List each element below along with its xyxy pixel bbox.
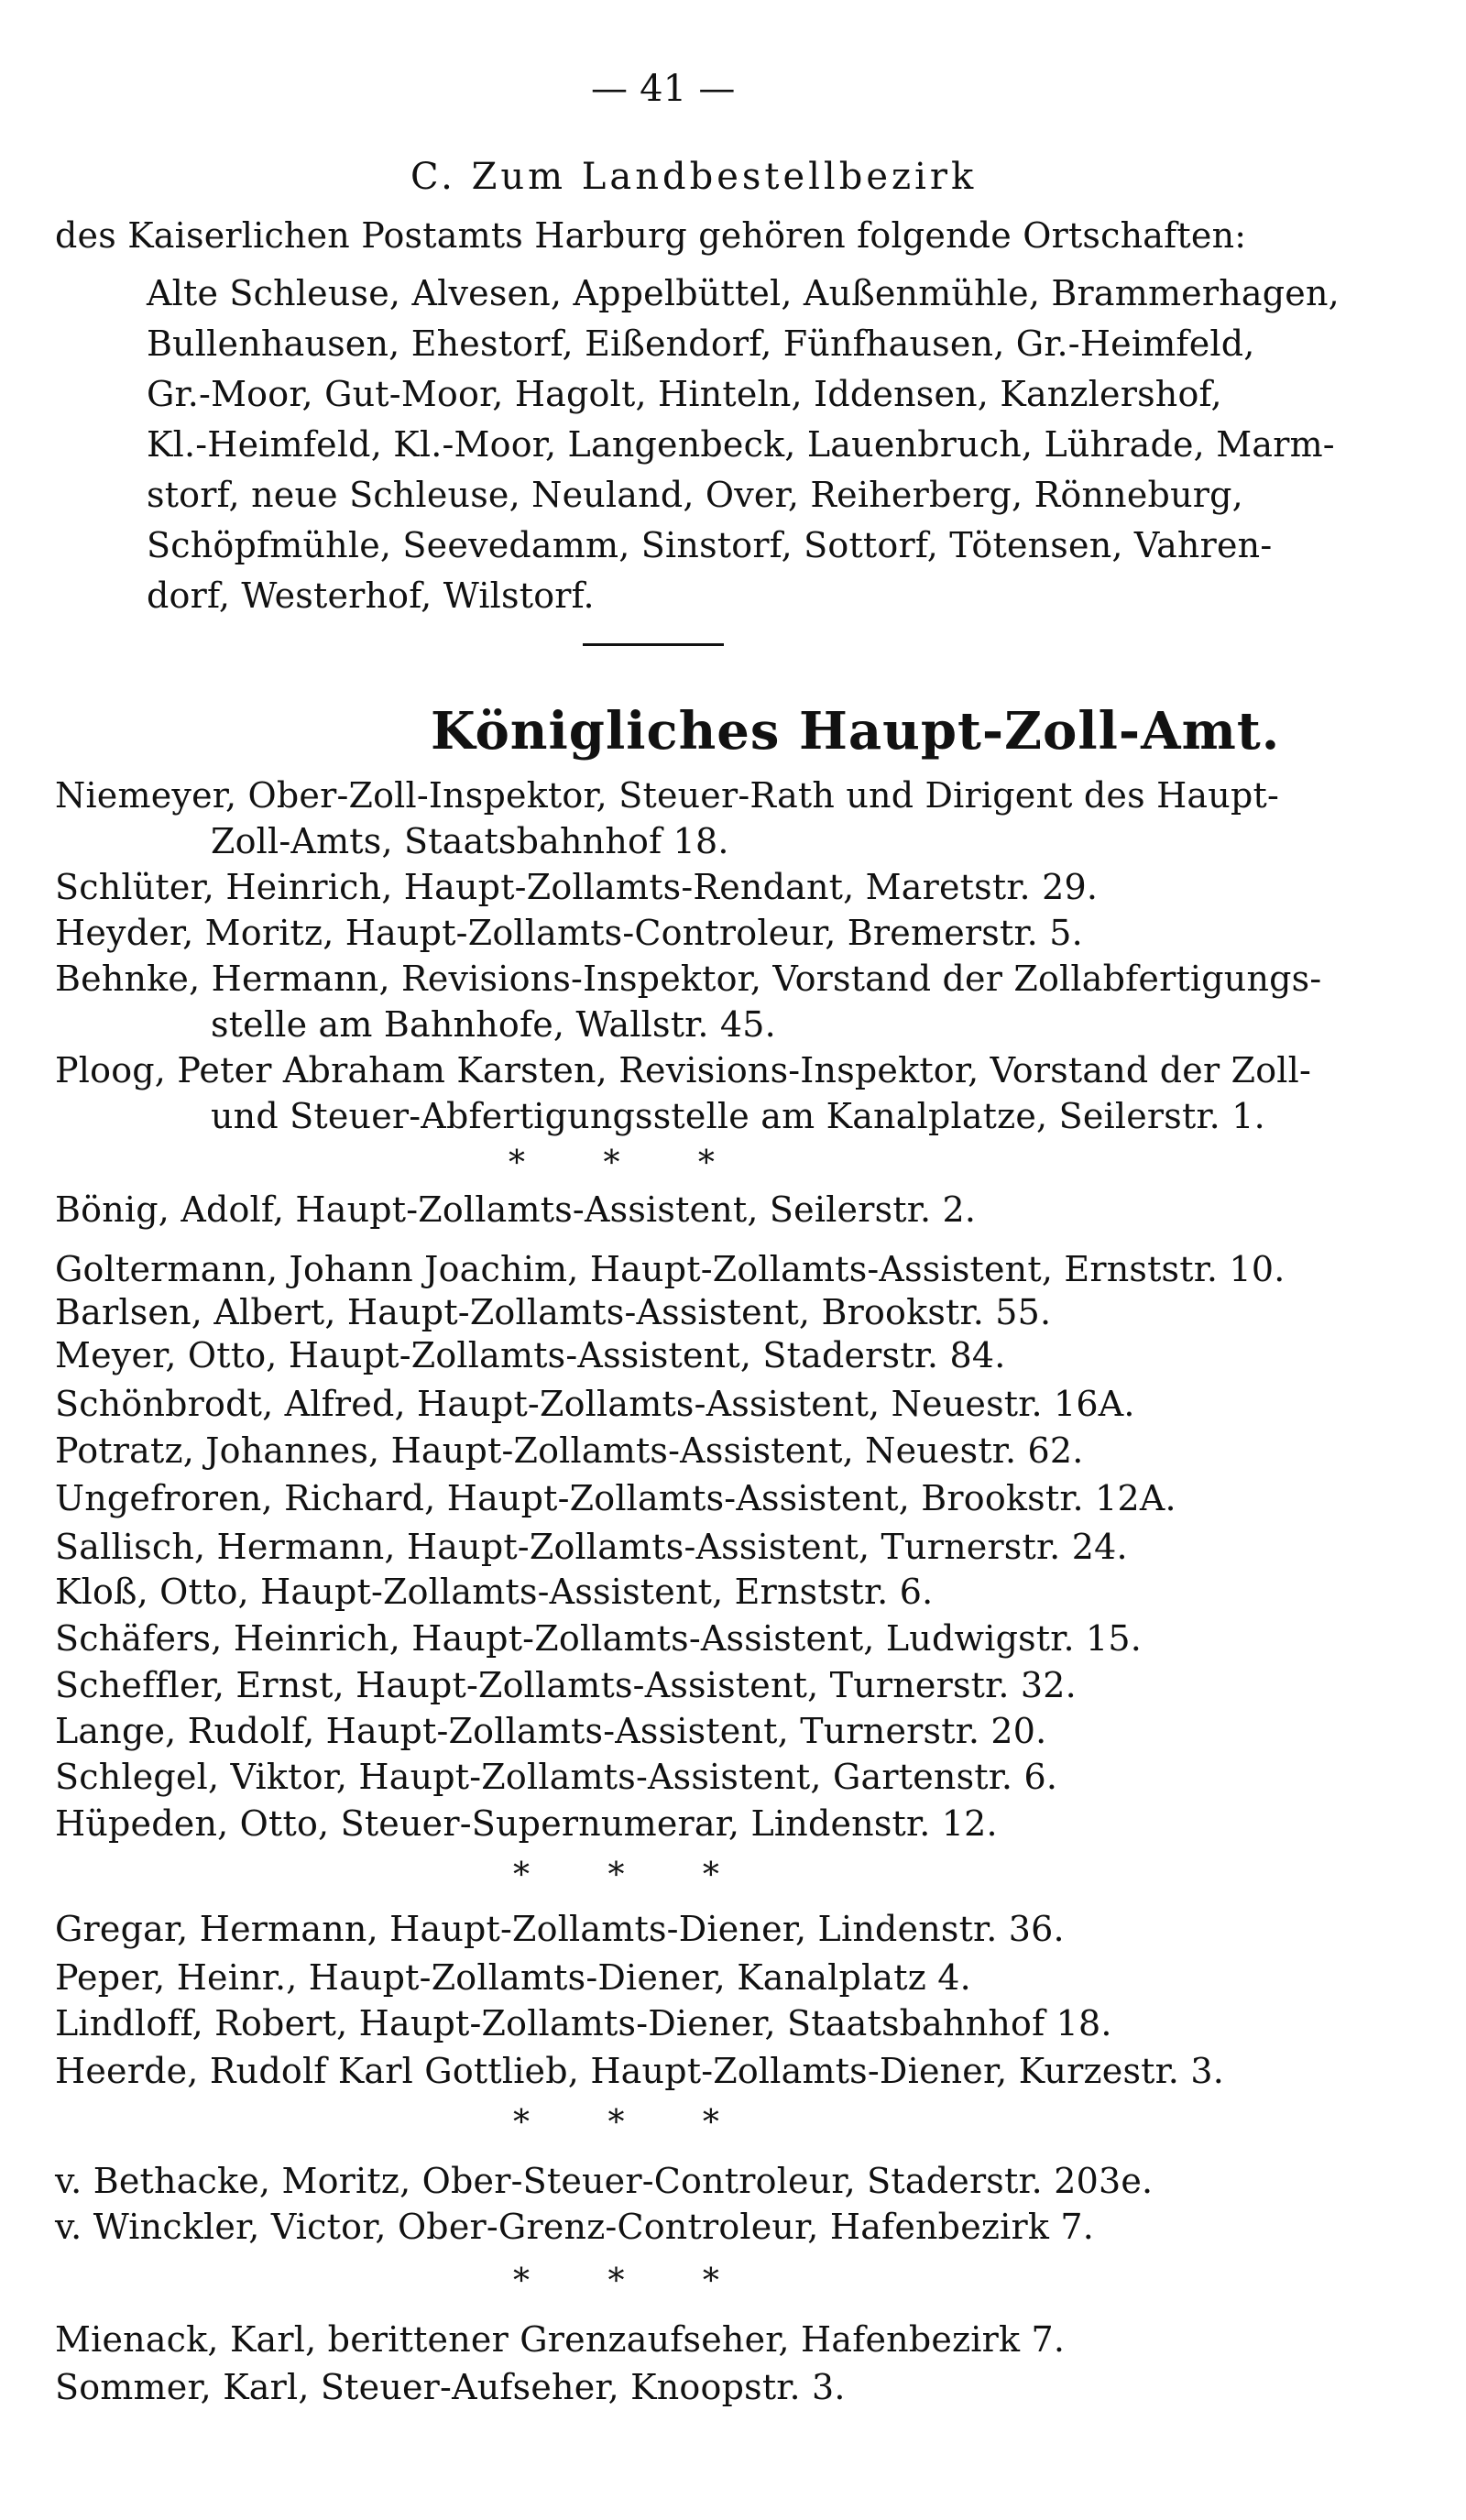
separator-stars: * * * [513,2104,719,2142]
guard-line: Sommer, Karl, Steuer-Aufseher, Knoopstr. 3. [55,2367,846,2407]
place-line: Bullenhausen, Ehestorf, Eißendorf, Fünfhausen, Gr.-Heimfeld, [147,323,1255,364]
controller-line: v. Bethacke, Moritz, Ober-Steuer-Controleur, Staderstr. 203e. [55,2161,1154,2201]
assistant-line: Schönbrodt, Alfred, Haupt-Zollamts-Assistent, Neuestr. 16A. [55,1384,1135,1424]
assistant-line: Kloß, Otto, Haupt-Zollamts-Assistent, Ernststr. 6. [55,1572,934,1612]
page-number: — 41 — [591,68,736,110]
separator-stars: * * * [513,1857,719,1894]
servant-line: Lindloff, Robert, Haupt-Zollamts-Diener, Staatsbahnhof 18. [55,2003,1112,2043]
assistant-line: Goltermann, Johann Joachim, Haupt-Zollamts-Assistent, Ernststr. 10. [55,1249,1285,1289]
place-line: Alte Schleuse, Alvesen, Appelbüttel, Außenmühle, Brammerhagen, [147,273,1340,313]
officer-line: Behnke, Hermann, Revisions-Inspektor, Vorstand der Zollabfertigungs- [55,959,1322,999]
assistant-line: Lange, Rudolf, Haupt-Zollamts-Assistent, Turnerstr. 20. [55,1711,1047,1751]
separator-stars: * * * [513,2263,719,2300]
controller-line: v. Winckler, Victor, Ober-Grenz-Controleur, Hafenbezirk 7. [55,2207,1094,2247]
zollamt-title: Königliches Haupt-Zoll-Amt. [431,701,1281,761]
servant-line: Gregar, Hermann, Haupt-Zollamts-Diener, Lindenstr. 36. [55,1909,1065,1949]
assistant-line: Schäfers, Heinrich, Haupt-Zollamts-Assistent, Ludwigstr. 15. [55,1618,1143,1659]
place-line: Schöpfmühle, Seevedamm, Sinstorf, Sottorf, Tötensen, Vahren- [147,525,1273,565]
officer-line: Zoll-Amts, Staatsbahnhof 18. [211,821,729,861]
section-c-intro: des Kaiserlichen Postamts Harburg gehören folgende Ortschaften: [55,215,1247,256]
place-line: dorf, Westerhof, Wilstorf. [147,575,595,616]
officer-line: Heyder, Moritz, Haupt-Zollamts-Controleur, Bremerstr. 5. [55,913,1083,953]
assistant-line: Ungefroren, Richard, Haupt-Zollamts-Assistent, Brookstr. 12A. [55,1478,1176,1518]
section-c-heading: C. Zum Landbestellbezirk [410,156,978,198]
guard-line: Mienack, Karl, berittener Grenzaufseher, Hafenbezirk 7. [55,2319,1066,2360]
place-line: Kl.-Heimfeld, Kl.-Moor, Langenbeck, Lauenbruch, Lührade, Marm- [147,424,1335,465]
place-line: storf, neue Schleuse, Neuland, Over, Reiherberg, Rönneburg, [147,475,1243,515]
assistant-line: Potratz, Johannes, Haupt-Zollamts-Assistent, Neuestr. 62. [55,1430,1084,1471]
place-line: Gr.-Moor, Gut-Moor, Hagolt, Hinteln, Iddensen, Kanzlershof, [147,374,1222,414]
separator-stars: * * * [509,1145,715,1182]
assistant-line: Meyer, Otto, Haupt-Zollamts-Assistent, Staderstr. 84. [55,1335,1006,1375]
officer-line: Schlüter, Heinrich, Haupt-Zollamts-Rendant, Maretstr. 29. [55,867,1099,907]
officer-line: Niemeyer, Ober-Zoll-Inspektor, Steuer-Rath und Dirigent des Haupt- [55,775,1279,816]
assistant-line: Scheffler, Ernst, Haupt-Zollamts-Assistent, Turnerstr. 32. [55,1665,1077,1705]
officer-line: und Steuer-Abfertigungsstelle am Kanalplatze, Seilerstr. 1. [211,1096,1265,1136]
officer-line: Ploog, Peter Abraham Karsten, Revisions-Inspektor, Vorstand der Zoll- [55,1050,1312,1090]
officer-line: stelle am Bahnhofe, Wallstr. 45. [211,1004,776,1045]
servant-line: Heerde, Rudolf Karl Gottlieb, Haupt-Zollamts-Diener, Kurzestr. 3. [55,2051,1225,2091]
section-divider [583,643,724,646]
assistant-line: Schlegel, Viktor, Haupt-Zollamts-Assistent, Gartenstr. 6. [55,1757,1058,1797]
assistant-line: Sallisch, Hermann, Haupt-Zollamts-Assistent, Turnerstr. 24. [55,1527,1128,1567]
assistant-line: Hüpeden, Otto, Steuer-Supernumerar, Lindenstr. 12. [55,1803,998,1844]
assistant-line: Bönig, Adolf, Haupt-Zollamts-Assistent, Seilerstr. 2. [55,1189,977,1230]
assistant-line: Barlsen, Albert, Haupt-Zollamts-Assistent, Brookstr. 55. [55,1292,1052,1332]
servant-line: Peper, Heinr., Haupt-Zollamts-Diener, Kanalplatz 4. [55,1957,971,1998]
